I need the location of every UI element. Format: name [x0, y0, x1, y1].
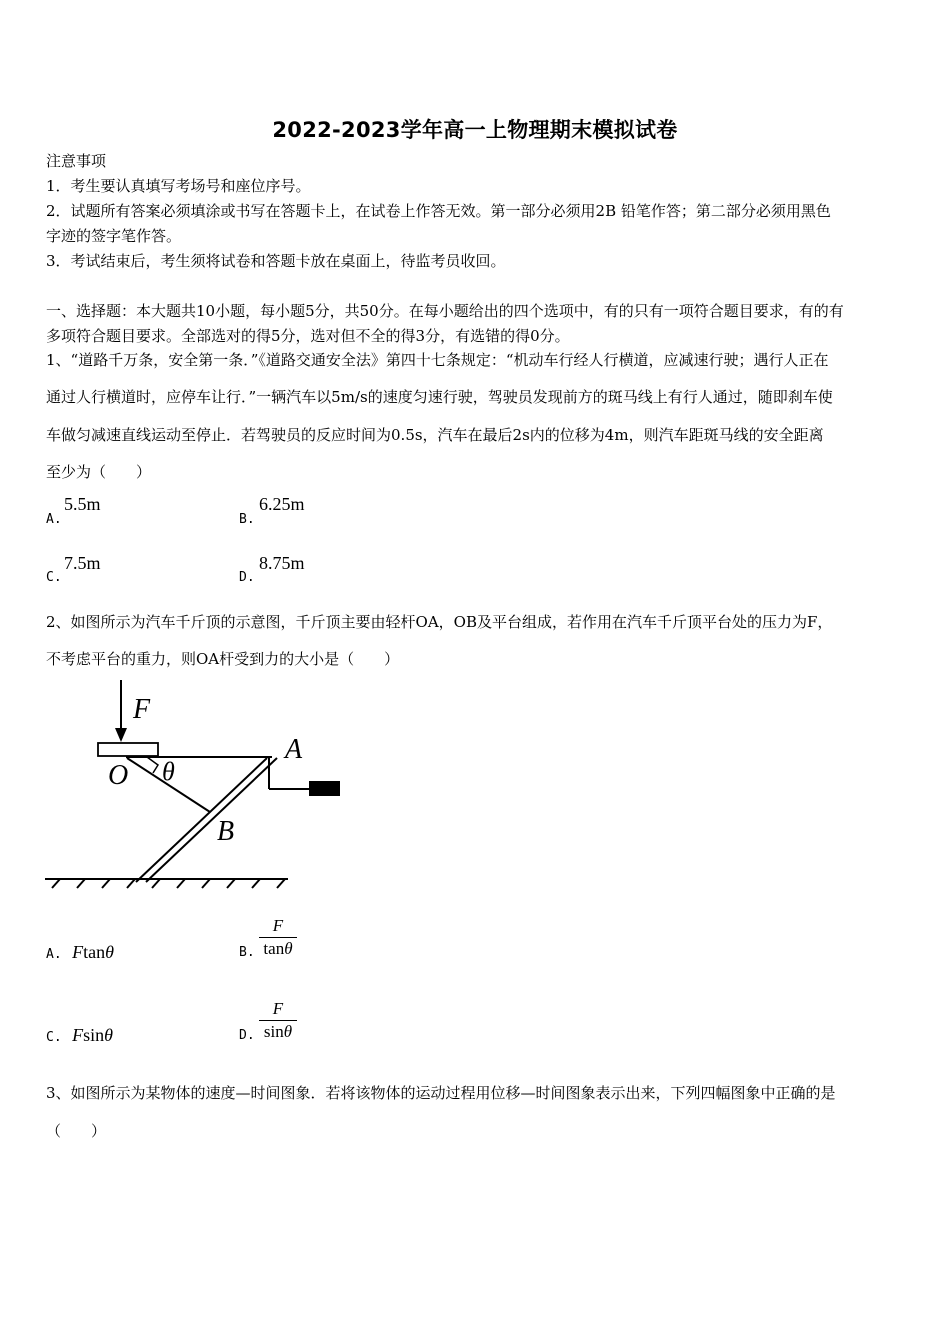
option-letter: C. — [46, 1030, 62, 1045]
label-B: B — [217, 816, 235, 847]
label-theta: θ — [162, 757, 175, 786]
platform — [98, 743, 158, 756]
q1-option-b-letter[interactable] — [239, 511, 255, 527]
notice-item-1: 1．考生要认真填写考场号和座位序号。 — [46, 177, 311, 195]
math-func: sin — [263, 1022, 284, 1041]
q3-line-1: 3、如图所示为某物体的速度—时间图象．若将该物体的运动过程用位移—时间图象表示出来，下列四幅图象中正确的是 — [46, 1084, 836, 1102]
handle-grip — [309, 781, 340, 796]
notice-item-2b: 字迹的签字笔作答。 — [46, 227, 182, 245]
label-F: F — [133, 694, 151, 725]
section-1-intro-line-2: 多项符合题目要求。全部选对的得5分，选对但不全的得3分，有选错的得0分。 — [46, 327, 570, 345]
q1-option-d-value: 8.75m — [259, 553, 305, 573]
q1-option-c-value: 7.5m — [64, 553, 101, 573]
q2-option-b-fraction — [259, 916, 297, 959]
math-var-theta: θ — [283, 1022, 293, 1041]
notice-heading: 注意事项 — [46, 152, 107, 170]
page-title: 2022-2023学年高一上物理期末模拟试卷 — [272, 118, 678, 142]
q1-line-3: 车做匀减速直线运动至停止．若驾驶员的反应时间为0.5s，汽车在最后2s内的位移为4m，则汽车距斑马线的安全距离 — [46, 426, 824, 444]
q2-option-b-letter[interactable] — [239, 944, 255, 960]
q1-line-2: 通过人行横道时，应停车让行．”一辆汽车以5m/s的速度匀速行驶，驾驶员发现前方的斑马线上有行人通过，随即刹车使 — [46, 388, 833, 406]
option-letter: C. — [46, 570, 62, 585]
q1-line-1: 1、“道路千万条，安全第一条．”《道路交通安全法》第四十七条规定：“机动车行经人行横道，应减速行驶；遇行人正在 — [46, 351, 829, 369]
math-var-theta: θ — [284, 939, 293, 958]
math-var-theta: θ — [104, 1025, 113, 1045]
q2-option-d-fraction — [259, 999, 297, 1042]
option-letter: B. — [239, 945, 255, 960]
math-var-theta: θ — [105, 942, 114, 962]
right-angle-mark — [147, 757, 158, 773]
ground-hatching — [52, 879, 285, 888]
fraction-numerator: F — [272, 916, 284, 935]
math-func: sin — [83, 1025, 105, 1045]
q2-line-1: 2、如图所示为汽车千斤顶的示意图，千斤顶主要由轻杆OA，OB及平台组成，若作用在汽车千斤顶平台处的压力为F， — [46, 613, 833, 631]
q2-option-c[interactable] — [46, 1025, 113, 1046]
car-jack-diagram — [40, 672, 350, 892]
option-letter: A. — [46, 947, 62, 962]
q2-line-2: 不考虑平台的重力，则OA杆受到力的大小是（ ） — [46, 650, 400, 668]
force-arrow-head — [115, 728, 127, 742]
fraction-denominator — [259, 1022, 297, 1042]
fraction-bar — [259, 937, 297, 938]
label-A: A — [285, 734, 303, 765]
q2-option-a[interactable] — [46, 942, 114, 963]
fraction-numerator: F — [272, 999, 284, 1018]
option-letter: B. — [239, 512, 255, 527]
math-func: tan — [263, 939, 285, 958]
q1-line-4: 至少为（ ） — [46, 463, 152, 481]
section-1-intro-line-1: 一、选择题：本大题共10小题，每小题5分，共50分。在每小题给出的四个选项中，有的只有一项符合题目要求，有的有 — [46, 302, 844, 320]
q1-option-b-value: 6.25m — [259, 494, 305, 514]
math-var-F: F — [72, 1025, 84, 1045]
notice-item-3: 3．考试结束后，考生须将试卷和答题卡放在桌面上，待监考员收回。 — [46, 252, 506, 270]
q1-option-d-letter[interactable] — [239, 569, 255, 585]
label-O: O — [108, 760, 129, 791]
math-func: tan — [83, 942, 106, 962]
q1-option-c-letter[interactable] — [46, 569, 62, 585]
q1-option-a-letter[interactable] — [46, 511, 62, 527]
fraction-bar — [259, 1020, 297, 1021]
option-letter: D. — [239, 570, 255, 585]
q1-option-a-value: 5.5m — [64, 494, 101, 514]
math-var-F: F — [72, 942, 84, 962]
q3-line-2: （ ） — [46, 1122, 107, 1140]
fraction-denominator — [259, 939, 297, 959]
option-letter: A. — [46, 512, 62, 527]
notice-item-2a: 2．试题所有答案必须填涂或书写在答题卡上，在试卷上作答无效。第一部分必须用2B 铅笔作答；第二部分必须用黑色 — [46, 202, 831, 220]
option-letter: D. — [239, 1028, 255, 1043]
q2-option-d-letter[interactable] — [239, 1027, 255, 1043]
